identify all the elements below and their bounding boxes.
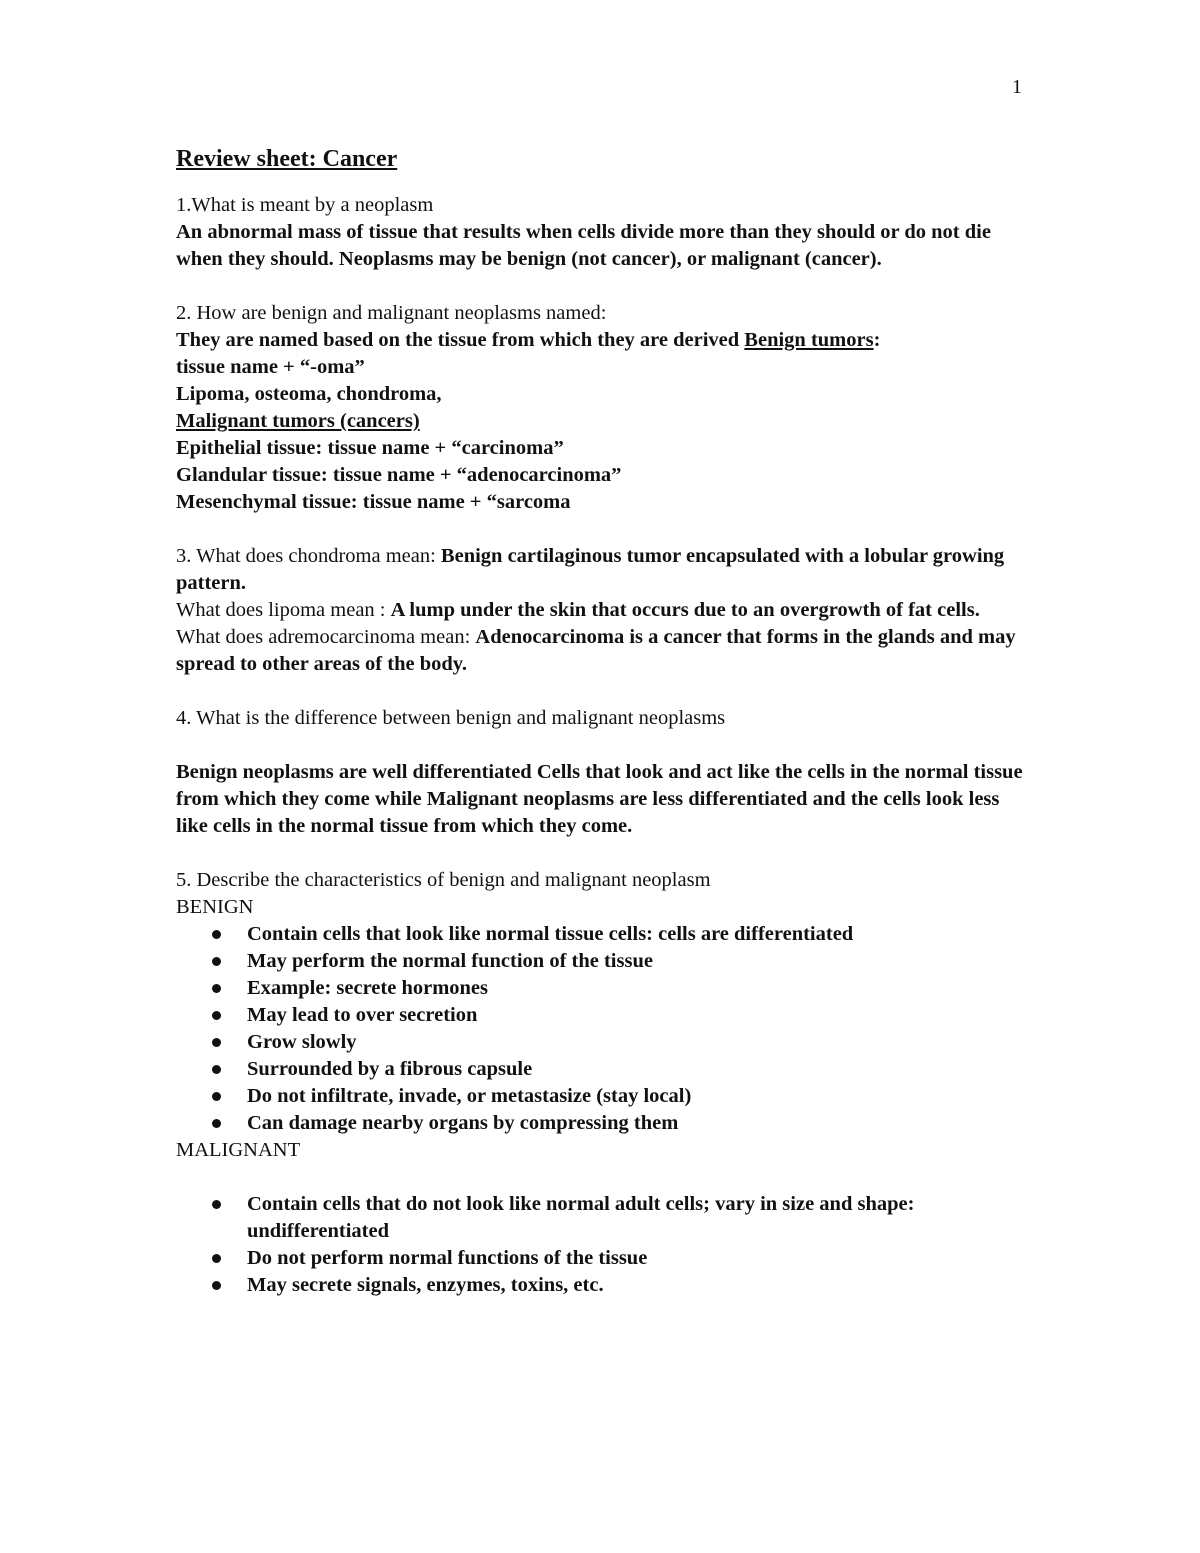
chondroma-definition bbox=[176, 543, 1036, 597]
bullet-icon bbox=[212, 1011, 221, 1020]
list-item: Grow slowly bbox=[176, 1029, 1036, 1056]
naming-intro bbox=[176, 327, 1036, 354]
adenocarcinoma-definition bbox=[176, 624, 1036, 678]
question-4-text: 4. What is the difference between benign and malignant neoplasms bbox=[176, 707, 726, 729]
list-item: Example: secrete hormones bbox=[176, 975, 1036, 1002]
question-3 bbox=[176, 543, 1036, 678]
question-2-text: 2. How are benign and malignant neoplasms named: bbox=[176, 302, 607, 324]
answer-1-text: An abnormal mass of tissue that results when cells divide more than they should or do not die when they should. Neoplasms may be benign (not cancer), or malignant (cancer). bbox=[176, 221, 991, 270]
list-item: Do not perform normal functions of the tissue bbox=[176, 1245, 1036, 1272]
benign-list bbox=[176, 921, 1036, 1137]
list-item: May lead to over secretion bbox=[176, 1002, 1036, 1029]
bullet-icon bbox=[212, 1038, 221, 1047]
naming-intro-text: They are named based on the tissue from which they are derived bbox=[176, 329, 740, 351]
bullet-icon bbox=[212, 957, 221, 966]
question-5-text: 5. Describe the characteristics of benign and malignant neoplasm bbox=[176, 869, 711, 891]
question-4 bbox=[176, 705, 1036, 840]
bullet-icon bbox=[212, 1200, 221, 1209]
benign-examples: Lipoma, osteoma, chondroma, bbox=[176, 383, 442, 405]
benign-heading: BENIGN bbox=[176, 896, 254, 918]
benign-colon: : bbox=[873, 329, 881, 351]
question-1-text: 1.What is meant by a neoplasm bbox=[176, 194, 434, 216]
question-2 bbox=[176, 300, 1036, 516]
malignant-list bbox=[176, 1191, 1036, 1299]
page-number: 1 bbox=[1012, 76, 1022, 98]
lipoma-question: What does lipoma mean : bbox=[176, 599, 386, 621]
list-item: Contain cells that do not look like normal adult cells; vary in size and shape: undifferentiated bbox=[176, 1191, 1036, 1245]
list-item: Surrounded by a fibrous capsule bbox=[176, 1056, 1036, 1083]
bullet-icon bbox=[212, 984, 221, 993]
list-item: May perform the normal function of the tissue bbox=[176, 948, 1036, 975]
bullet-icon bbox=[212, 1092, 221, 1101]
adenocarcinoma-answer: Adenocarcinoma is a cancer that forms in the glands and may spread to other areas of the body. bbox=[176, 626, 1016, 675]
lipoma-definition bbox=[176, 597, 1036, 624]
list-item: May secrete signals, enzymes, toxins, etc. bbox=[176, 1272, 1036, 1299]
question-1 bbox=[176, 192, 1036, 273]
page-title: Review sheet: Cancer bbox=[176, 146, 398, 172]
benign-tumors-label: Benign tumors bbox=[744, 329, 874, 351]
benign-naming-rule: tissue name + “-oma” bbox=[176, 356, 365, 378]
malignant-tumors-label: Malignant tumors (cancers) bbox=[176, 410, 420, 432]
bullet-icon bbox=[212, 1119, 221, 1128]
document-body bbox=[176, 144, 1036, 1299]
malignant-heading: MALIGNANT bbox=[176, 1139, 301, 1161]
question-5 bbox=[176, 867, 1036, 1299]
bullet-icon bbox=[212, 1065, 221, 1074]
list-item: Do not infiltrate, invade, or metastasize (stay local) bbox=[176, 1083, 1036, 1110]
answer-4-text: Benign neoplasms are well differentiated Cells that look and act like the cells in the normal tissue from which they come while Malignant neoplasms are less differentiated and the cells look less like cells in the normal tissue from which they come. bbox=[176, 761, 1023, 837]
malignant-rule: Glandular tissue: tissue name + “adenocarcinoma” bbox=[176, 464, 622, 486]
bullet-icon bbox=[212, 1281, 221, 1290]
list-item: Contain cells that look like normal tissue cells: cells are differentiated bbox=[176, 921, 1036, 948]
malignant-rule: Mesenchymal tissue: tissue name + “sarcoma bbox=[176, 491, 571, 513]
chondroma-answer: Benign cartilaginous tumor encapsulated with a lobular growing pattern. bbox=[176, 545, 1005, 594]
chondroma-question: 3. What does chondroma mean: bbox=[176, 545, 436, 567]
adenocarcinoma-question: What does adremocarcinoma mean: bbox=[176, 626, 471, 648]
list-item: Can damage nearby organs by compressing them bbox=[176, 1110, 1036, 1137]
bullet-icon bbox=[212, 930, 221, 939]
malignant-rule: Epithelial tissue: tissue name + “carcinoma” bbox=[176, 437, 564, 459]
lipoma-answer: A lump under the skin that occurs due to an overgrowth of fat cells. bbox=[390, 599, 980, 621]
bullet-icon bbox=[212, 1254, 221, 1263]
